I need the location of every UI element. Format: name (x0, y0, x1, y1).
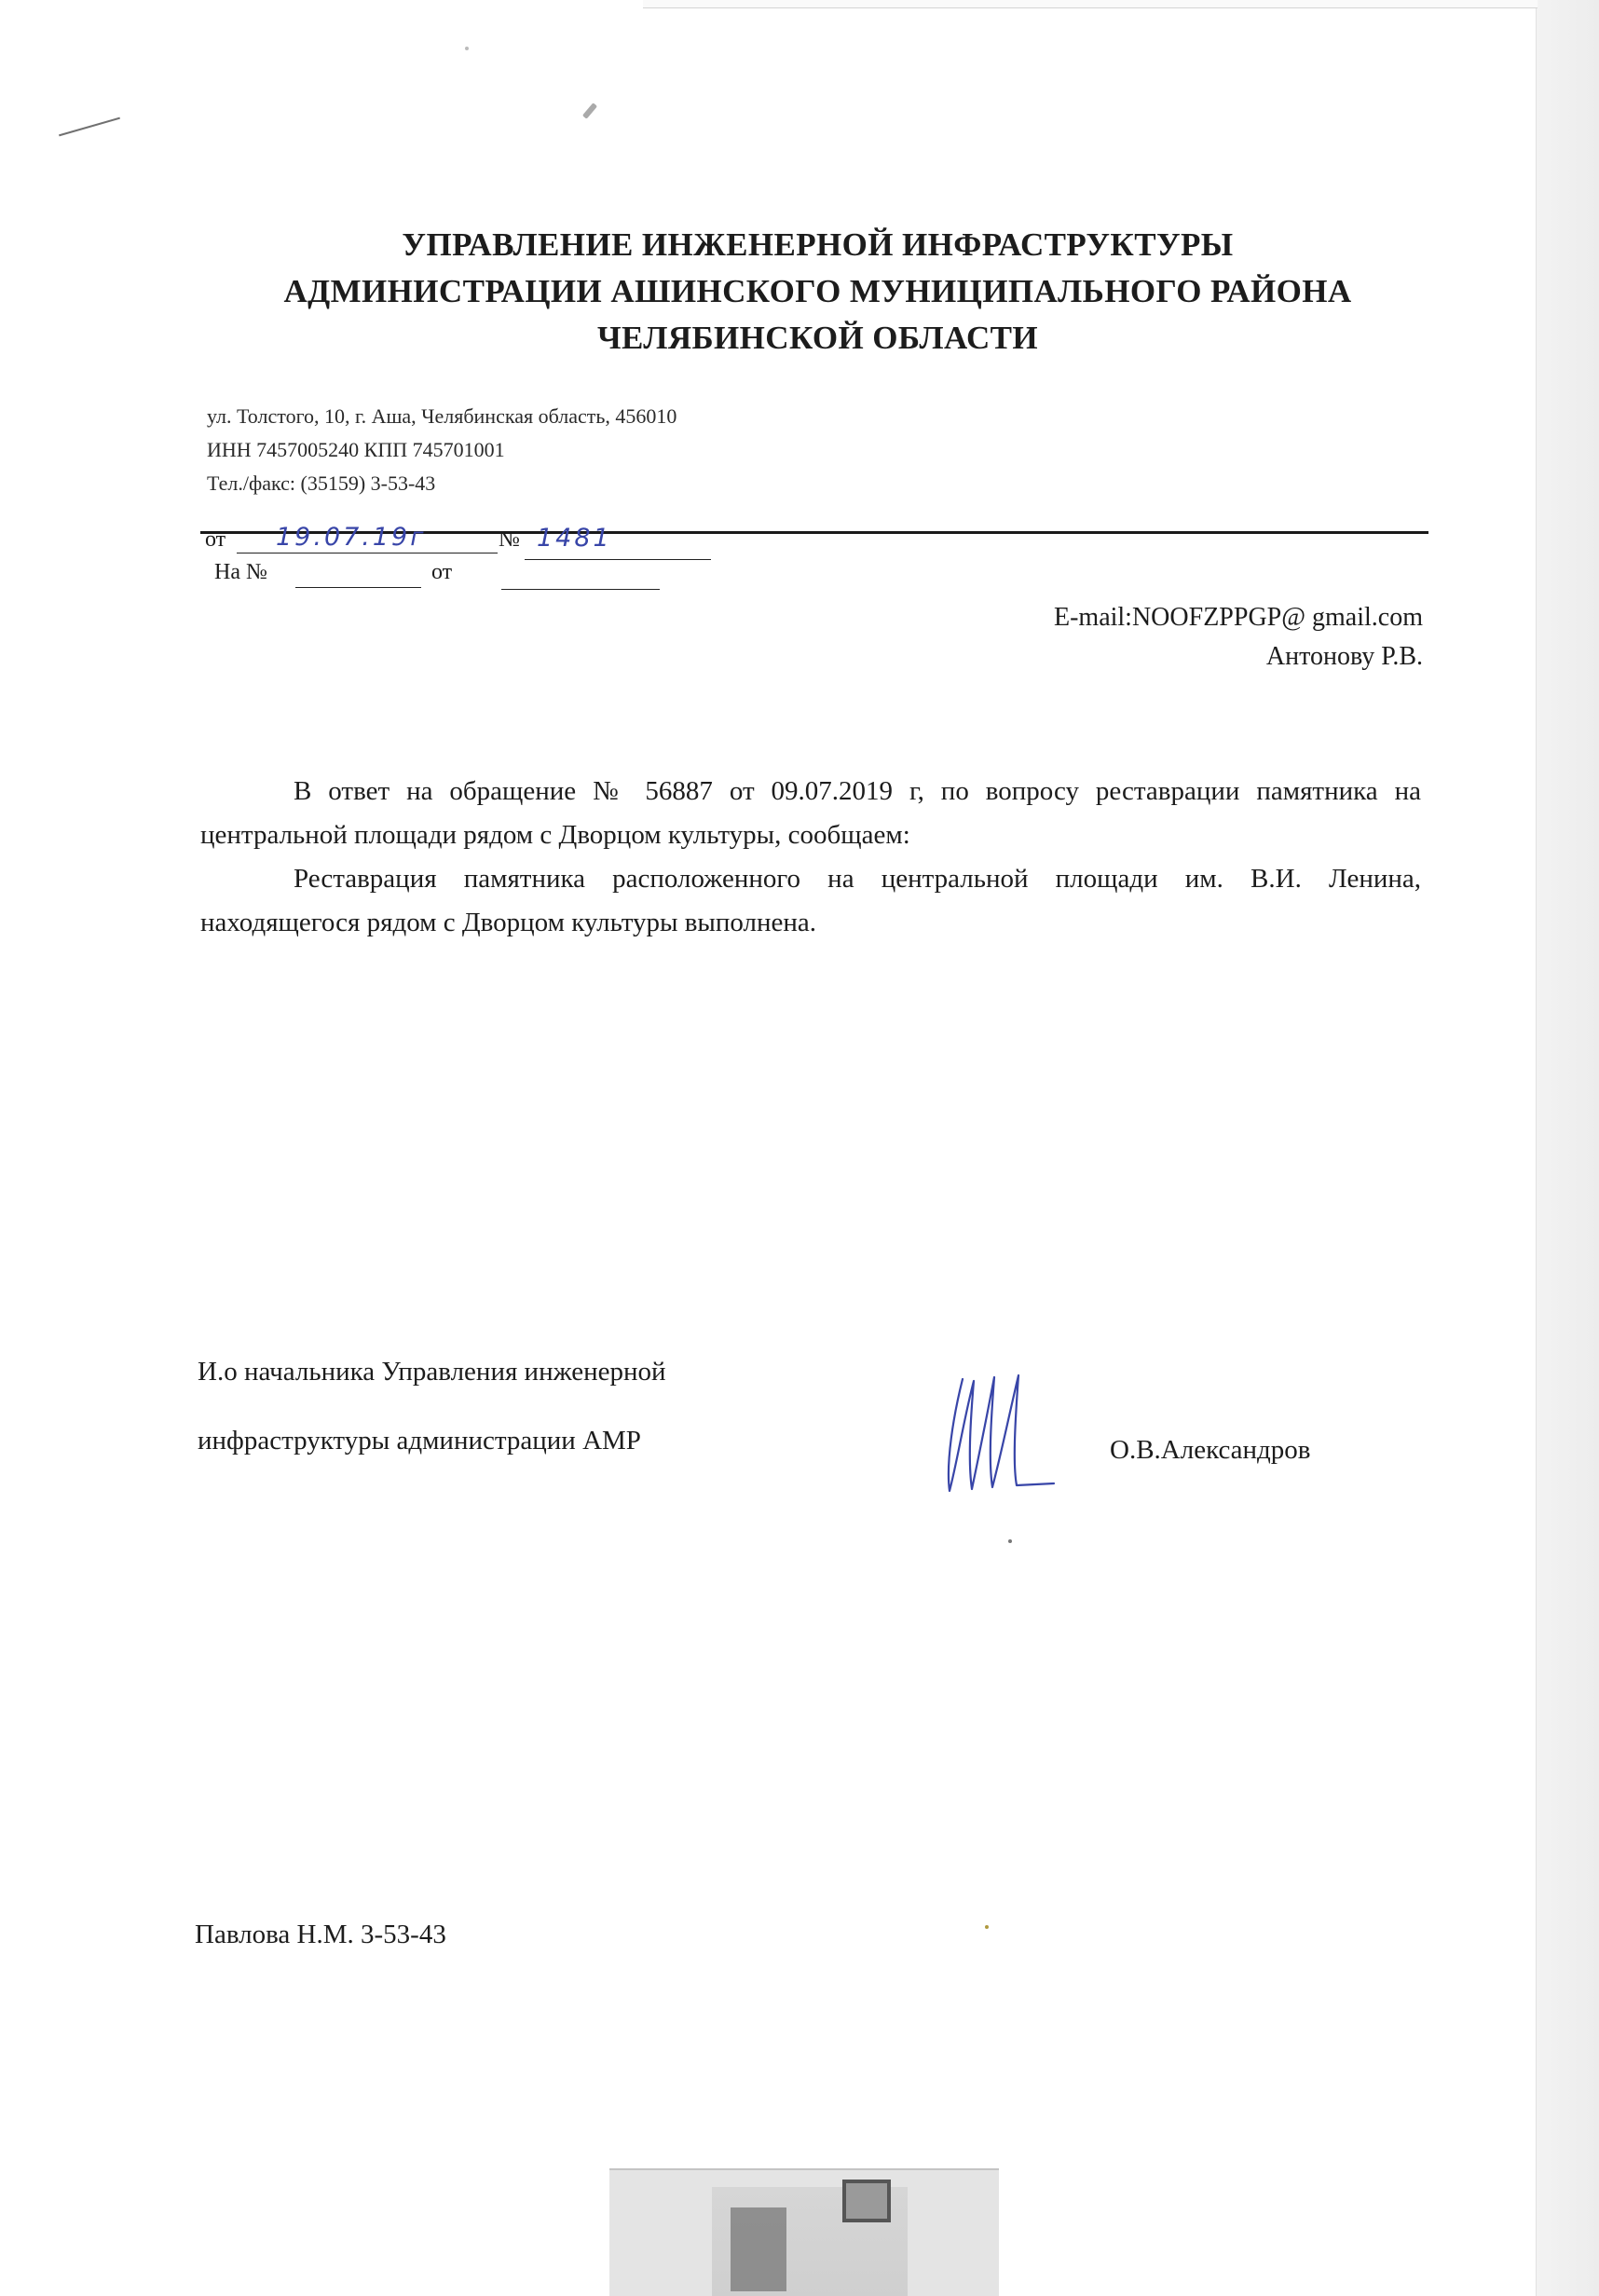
body-paragraph: Реставрация памятника расположенного на центральной площади им. В.И. Ленина, находящегося рядом с Дворцом культуры выполнена. (200, 864, 1421, 937)
signatory-title-line-2: инфраструктуры администрации АМР (198, 1426, 641, 1456)
number-label: № (499, 527, 520, 552)
scanned-page-edge (1536, 0, 1599, 2296)
letterhead (112, 222, 1524, 362)
letterhead-line-2: АДМИНИСТРАЦИИ АШИНСКОГО МУНИЦИПАЛЬНОГО РАЙОНА (283, 273, 1352, 309)
letterhead-line-1: УПРАВЛЕНИЕ ИНЖЕНЕРНОЙ ИНФРАСТРУКТУРЫ (402, 226, 1234, 263)
scan-speck (465, 47, 469, 50)
reply-date-label: от (431, 560, 453, 584)
signatory-name: О.В.Александров (1110, 1435, 1311, 1465)
tax-id-line: ИНН 7457005240 КПП 745701001 (207, 438, 505, 461)
square-icon (842, 2180, 891, 2222)
body-paragraph: В ответ на обращение № 56887 от 09.07.2019 г, по вопросу реставрации памятника на центральной площади рядом с Дворцом культуры, сообщаем: (200, 776, 1421, 850)
contact-person: Павлова Н.М. 3-53-43 (195, 1920, 446, 1949)
recipient-email: E-mail:NOOFZPPGP@ gmail.com (1053, 603, 1423, 632)
date-underline (237, 553, 498, 554)
scan-speck (985, 1925, 989, 1929)
scan-speck (582, 102, 597, 119)
handwritten-number: 1481 (537, 524, 612, 553)
date-label: от (205, 527, 226, 552)
letterhead-line-3: ЧЕЛЯБИНСКОЙ ОБЛАСТИ (596, 320, 1039, 356)
recipient-name: Антонову Р.В. (1265, 642, 1423, 671)
reply-date-underline (501, 589, 660, 590)
handwritten-signature (936, 1360, 1067, 1500)
scan-speck (1008, 1539, 1012, 1543)
organization-address (207, 400, 676, 500)
handwritten-date: 19.07.19г (276, 523, 427, 552)
reply-number-label: На № (214, 560, 267, 584)
scan-top-strip (643, 0, 1538, 8)
scan-mark (59, 117, 120, 137)
scan-bottom-artifact (609, 2168, 999, 2296)
phone-fax-line: Тел./факс: (35159) 3-53-43 (207, 472, 436, 495)
film-icon (731, 2207, 786, 2291)
recipient-block (1054, 598, 1423, 676)
number-underline (525, 559, 711, 560)
reply-number-underline (295, 587, 421, 588)
signatory-title-line-1: И.о начальника Управления инженерной (198, 1357, 666, 1387)
letter-body (200, 770, 1421, 945)
address-line: ул. Толстого, 10, г. Аша, Челябинская область, 456010 (207, 404, 677, 428)
